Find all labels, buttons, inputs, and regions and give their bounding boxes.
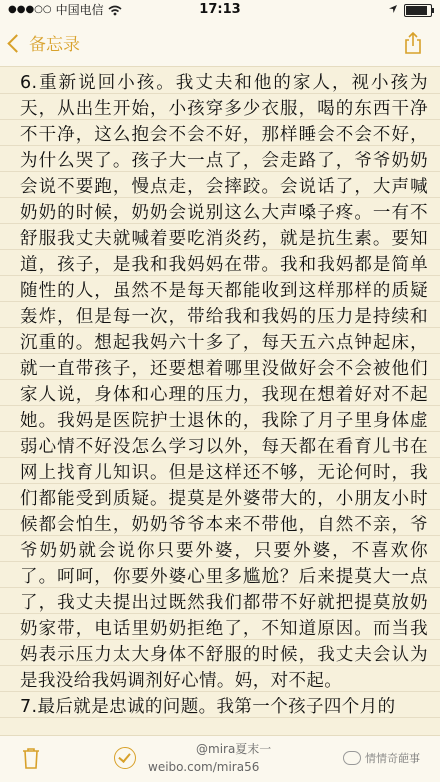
status-bar: [0, 0, 440, 20]
watermark-account: [343, 750, 420, 766]
carrier-label: 中国电信: [55, 3, 104, 17]
clock: 17:13: [199, 2, 241, 17]
back-button[interactable]: [10, 30, 80, 55]
battery-icon: [404, 4, 432, 17]
signal-icon: ●●●○○: [8, 4, 52, 15]
chevron-left-icon: [7, 34, 25, 52]
nav-bar: [0, 20, 440, 67]
watermark-url: weibo.com/mira56: [148, 760, 260, 774]
trash-icon[interactable]: [22, 747, 40, 769]
note-paragraph: 6.重新说回小孩。我丈夫和他的家人，视小孩为天，从出生开始，小孩穿多少衣服，喝的东西干净不干净，这么抱会不会不好，那样睡会不会不好，为什么哭了。孩子大一点了，会走路了，爷爷奶奶会说不要跑，慢点走，会摔跤。会说话了，大声喊奶奶的时候，奶奶会说别这么大声嗓子疼。一有不舒服我丈夫就喊着要吃消炎药，就是抗生素。要知道，孩子，是我和我妈妈在带。我和我妈都是简单随性的人，虽然不是每天都能收到这样那样的质疑轰炸，但是每一次，带给我和我妈的压力是持续和沉重的。想起我妈六十多了，每天五六点钟起床，就一直带孩子，还要想着哪里没做好会不会被他们家人说，身体和心理的压力，我现在想着好对不起她。我妈是医院护士退休的，我除了月子里身体虚弱心情不好没怎么学习以外，每天都在看育儿书在网上找育儿知识。但是这样还不够，无论何时，我们都能受到质疑。提莫是外婆带大的，小朋友小时候都会怕生，奶奶爷爷本来不带他，自然不亲，爷爷奶奶就会说你只要外婆，只要外婆，不喜欢你了。呵呵，你要外婆心里多尴尬？后来提莫大一点了，我丈夫提出过既然我们都带不好就把提莫放奶奶家带，电话里奶奶拒绝了，不知道原因。而当我妈表示压力太大身体不舒服的时候，我丈夫会认为是我没给我妈调剂好心情。妈，对不起。: [20, 73, 428, 691]
chat-icon: [343, 751, 361, 765]
note-paragraph: 7.最后就是忠诚的问题。我第一个孩子四个月的: [20, 697, 396, 717]
share-icon[interactable]: [404, 32, 422, 54]
note-text: [0, 66, 440, 720]
location-icon: [388, 4, 398, 14]
bottom-toolbar: [0, 735, 440, 782]
checklist-icon[interactable]: [114, 747, 136, 769]
status-right: [388, 0, 432, 17]
back-label: 备忘录: [29, 35, 80, 55]
note-body[interactable]: [0, 66, 440, 736]
watermark-user: @mira夏末一: [196, 742, 272, 756]
watermark-account-label: 情情奇葩事: [365, 752, 420, 765]
